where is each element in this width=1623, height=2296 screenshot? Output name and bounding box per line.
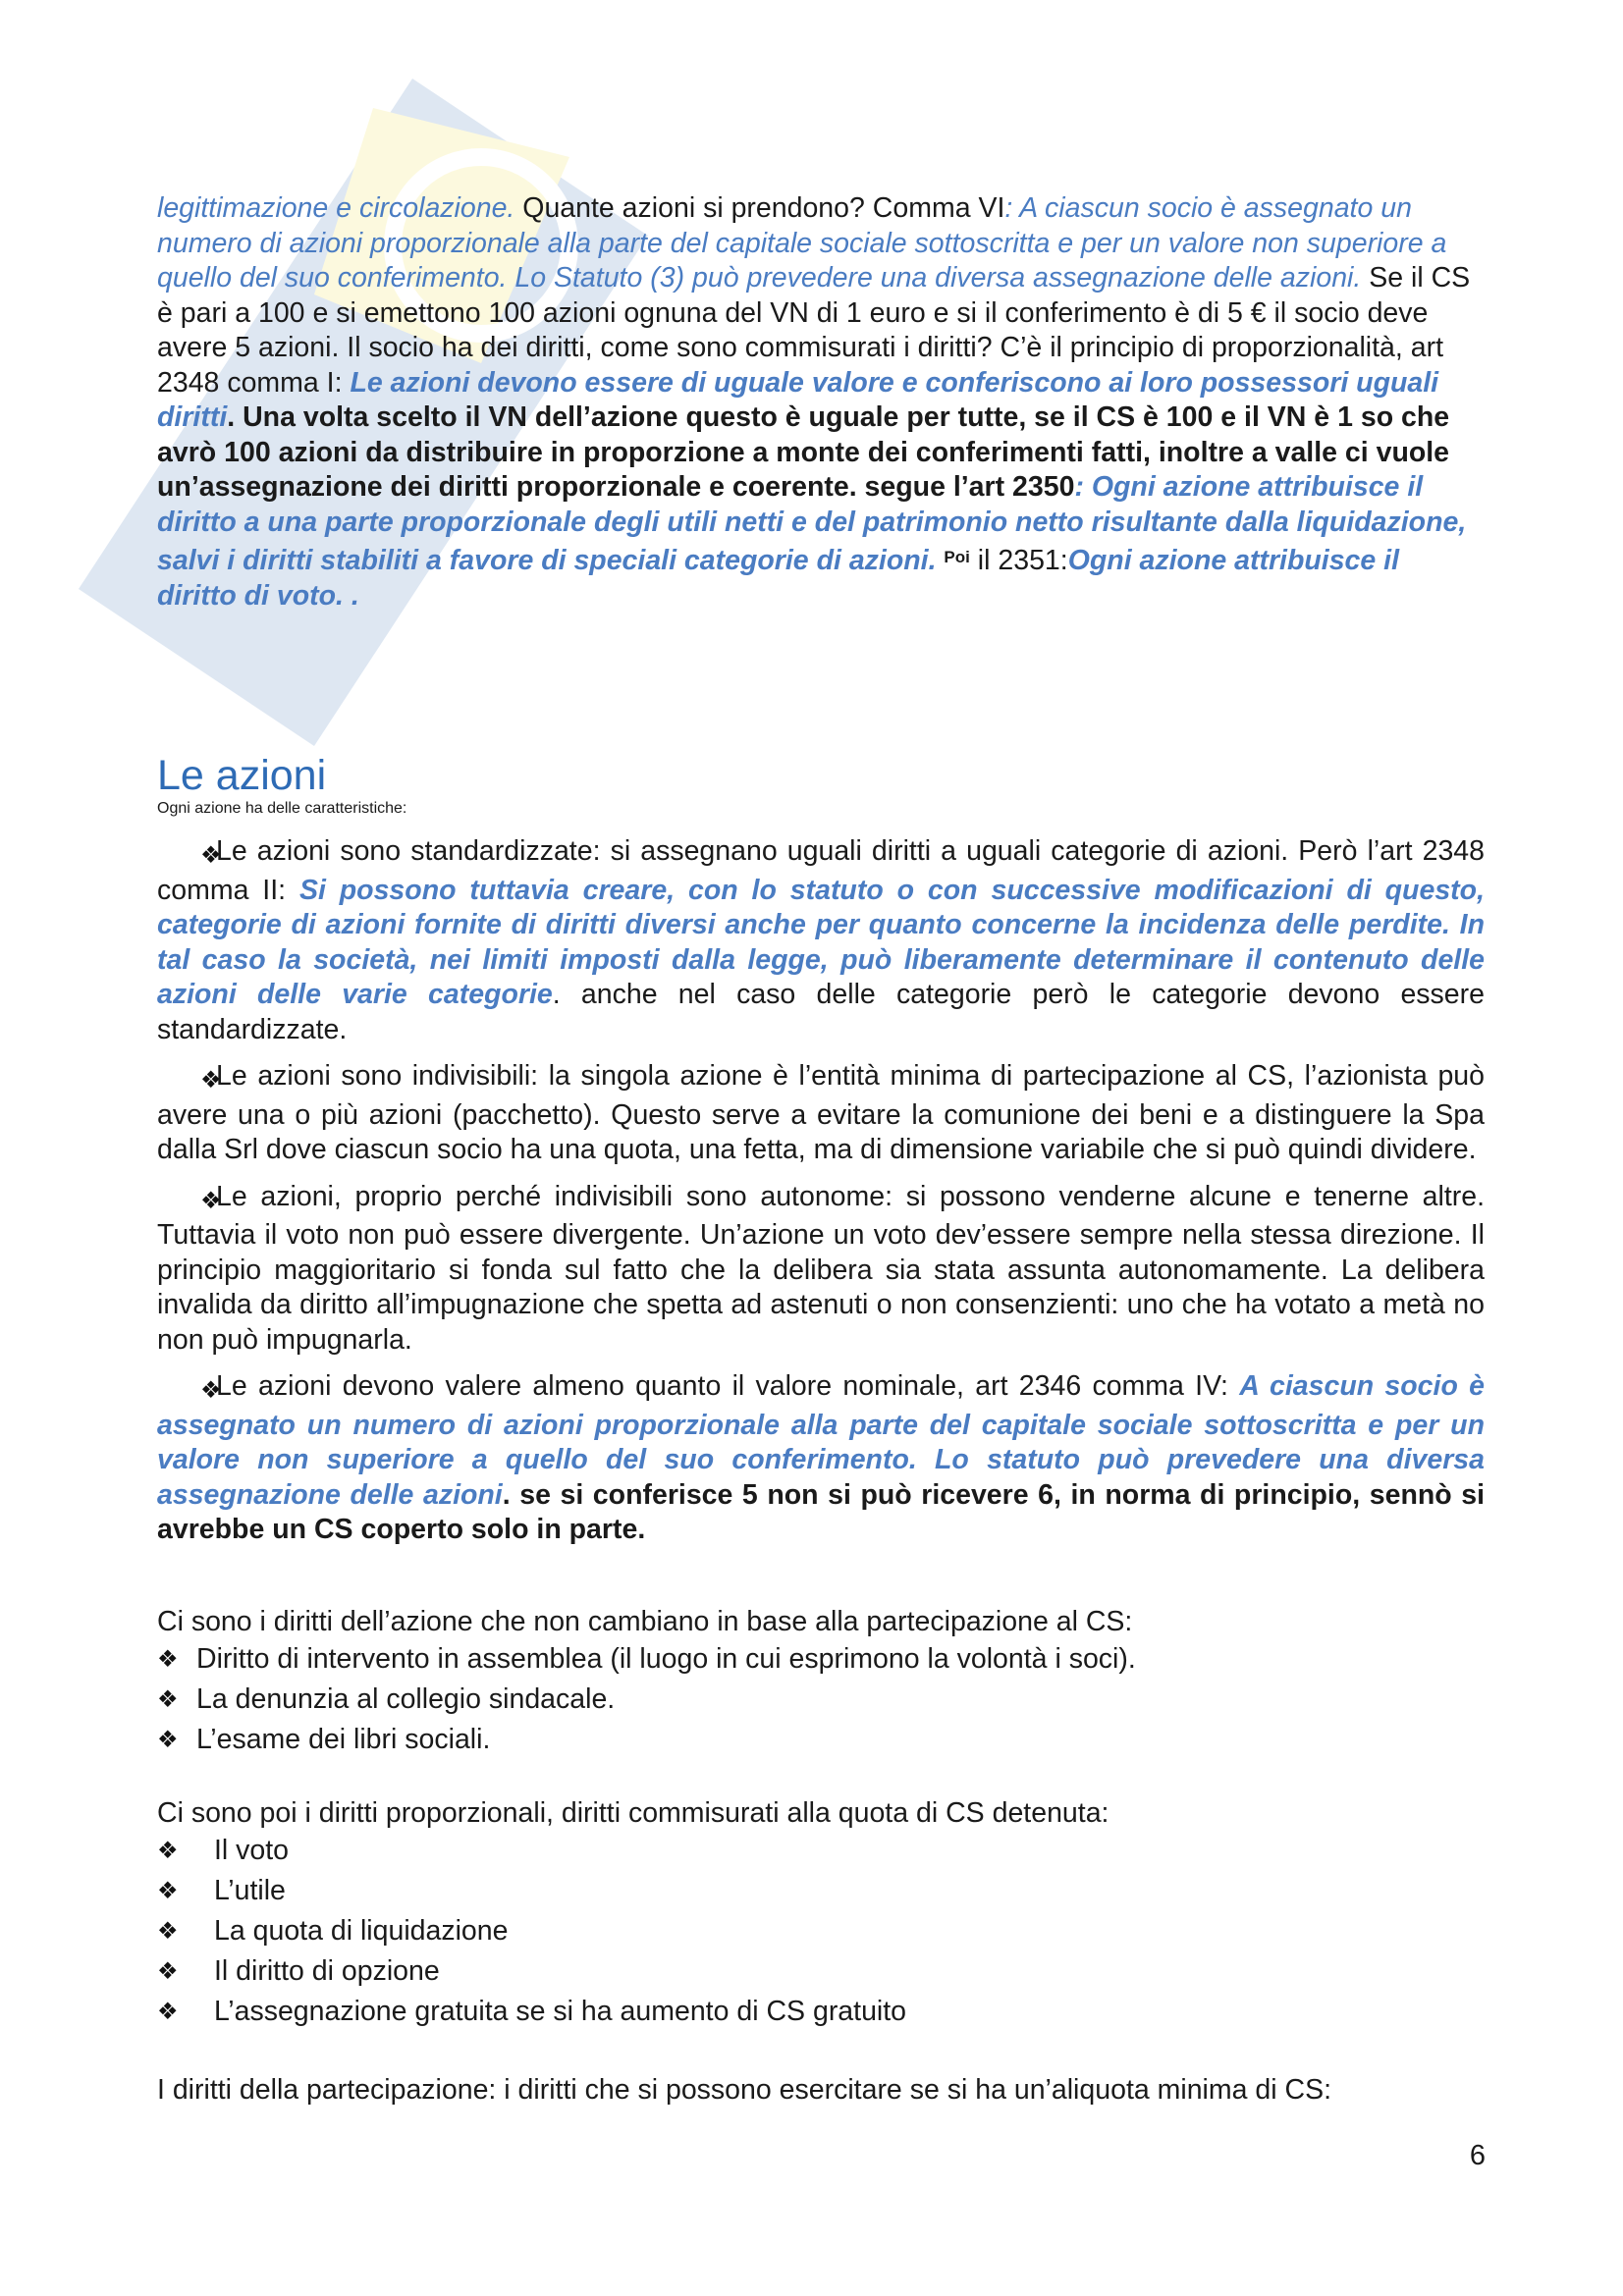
diamond-bullet-icon: ❖ — [157, 1878, 179, 1905]
superscript-poi: Poi — [944, 548, 970, 566]
list-item: ❖ Il voto — [157, 1832, 1485, 1872]
list-item: ❖ La denunzia al collegio sindacale. — [157, 1681, 1485, 1721]
quote-art-2346: A ciascun socio è assegnato un numero di azioni proporzionale alla parte del capitale sociale sottoscritta e per un valore non superiore a quello del suo conferimento. Lo statuto può prevedere una diversa assegnazione delle azioni — [157, 1370, 1485, 1511]
text-segment: Se il CS è pari a 100 e si emettono 100 azioni ognuna del VN di 1 euro e si il conferimento è di 5 € il socio deve avere 5 azioni. Il socio ha dei diritti, come sono commisurati i diritti? C’è il principio di proporzionalità, art 2348 comma I: — [157, 262, 1471, 399]
diamond-bullet-icon: ❖ — [200, 1187, 222, 1214]
list-item: ❖Le azioni sono indivisibili: la singola azione è l’entità minima di partecipazione al CS, l’azionista può avere una o più azioni (pacchetto). Questo serve a evitare la comunione dei beni e a distinguere la Spa dalla Srl dove ciascun socio ha una quota, una fetta, ma di dimensione variabile che si può quindi dividere. — [157, 1060, 1485, 1165]
diamond-bullet-icon: ❖ — [157, 1918, 179, 1946]
quote-art-2350: : Ogni azione attribuisce il diritto a una parte proporzionale degli utili netti e del patrimonio netto risultante dalla liquidazione, salvi i diritti stabiliti a favore di speciali categorie di azioni. — [157, 471, 1467, 576]
text-segment: . Una volta scelto il VN dell’azione questo è uguale per tutte, se il CS è 100 e il VN è 1 so che avrò 100 azioni da distribuire in proporzione a monte dei conferimenti fatti, inoltre a valle ci vuole un’assegnazione dei diritti proporzionale e coerente. segue l’art 2350 — [157, 401, 1450, 503]
diamond-bullet-icon: ❖ — [157, 1838, 179, 1865]
diamond-bullet-icon: ❖ — [157, 1999, 179, 2026]
diamond-bullet-icon: ❖ — [157, 1646, 179, 1674]
quote-legittimazione: legittimazione e circolazione. — [157, 192, 515, 224]
quote-art-2348: Le azioni devono essere di uguale valore e conferiscono ai loro possessori uguali diritti — [157, 366, 1439, 433]
diamond-bullet-icon: ❖ — [200, 1067, 222, 1094]
quote-comma-vi: : A ciascun socio è assegnato un numero di azioni proporzionale alla parte del capitale sociale sottoscritta e per un valore non superiore a quello del suo conferimento. Lo Statuto (3) può prevedere una diversa assegnazione delle azioni. — [157, 192, 1447, 294]
prop-rights-intro: Ci sono poi i diritti proporzionali, diritti commisurati alla quota di CS detenuta: — [157, 1797, 1109, 1829]
top-paragraph — [157, 191, 1485, 614]
diamond-bullet-icon: ❖ — [157, 1958, 179, 1986]
diamond-bullet-icon: ❖ — [157, 1727, 179, 1754]
fixed-rights-intro: Ci sono i diritti dell’azione che non cambiano in base alla partecipazione al CS: — [157, 1606, 1133, 1637]
quote-art-2351: Ogni azione attribuisce il diritto di voto. . — [157, 545, 1400, 612]
diamond-bullet-icon: ❖ — [157, 1686, 179, 1714]
characteristics-list — [157, 834, 1485, 1560]
text-segment: Quante azioni si prendono? Comma VI — [514, 192, 1005, 224]
list-item: ❖Le azioni sono standardizzate: si assegnano uguali diritti a uguali categorie di azioni. Però l’art 2348 comma II: Si possono tuttavia creare, con lo statuto o con successive modificazioni di questo, categorie di azioni fornite di diritti diversi anche per quanto concerne la incidenza delle perdite. In tal caso la società, nei limiti imposti dalla legge, può liberamente determinare il contenuto delle azioni delle varie categorie. anche nel caso delle categorie però le categorie devono essere standardizzate. — [157, 835, 1485, 1045]
list-item: ❖ L’utile — [157, 1872, 1485, 1912]
diamond-bullet-icon: ❖ — [200, 1377, 222, 1404]
list-item: ❖ L’esame dei libri sociali. — [157, 1721, 1485, 1761]
section-intro: Ogni azione ha delle caratteristiche: — [157, 800, 407, 817]
text-segment: il 2351: — [969, 545, 1068, 576]
list-item: ❖ La quota di liquidazione — [157, 1912, 1485, 1952]
page-number: 6 — [1469, 2140, 1486, 2171]
fixed-rights-section — [157, 1605, 1485, 1761]
quote-art-2348-ii: Si possono tuttavia creare, con lo statuto o con successive modificazioni di questo, categorie di azioni fornite di diritti diversi anche per quanto concerne la incidenza delle perdite. In tal caso la società, nei limiti imposti dalla legge, può liberamente determinare il contenuto delle azioni delle varie categorie — [157, 874, 1485, 1010]
list-item: ❖ Il diritto di opzione — [157, 1952, 1485, 1993]
list-item: ❖Le azioni, proprio perché indivisibili sono autonome: si possono venderne alcune e tenerne altre. Tuttavia il voto non può essere divergente. Un’azione un voto dev’essere sempre nella stessa direzione. Il principio maggioritario si fonda sul fatto che la delibera sia stata assunta autonomamente. La delibera invalida da diritto all’impugnazione che spetta ad astenuti o non consenzienti: uno che ha votato a metà no non può impugnarla. — [157, 1180, 1485, 1356]
list-item: ❖ L’assegnazione gratuita se si ha aumento di CS gratuito — [157, 1993, 1485, 2033]
prop-rights-section — [157, 1796, 1485, 2033]
list-item: ❖ Diritto di intervento in assemblea (il luogo in cui esprimono la volontà i soci). — [157, 1640, 1485, 1681]
participation-intro: I diritti della partecipazione: i diritti che si possono esercitare se si ha un’aliquota minima di CS: — [157, 2074, 1331, 2106]
list-item: ❖Le azioni devono valere almeno quanto il valore nominale, art 2346 comma IV: A ciascun socio è assegnato un numero di azioni proporzionale alla parte del capitale sociale sottoscritta e per un valore non superiore a quello del suo conferimento. Lo statuto può prevedere una diversa assegnazione delle azioni. se si conferisce 5 non si può ricevere 6, in norma di principio, sennò si avrebbe un CS coperto solo in parte. — [157, 1370, 1485, 1545]
diamond-bullet-icon: ❖ — [200, 842, 222, 869]
section-heading: Le azioni — [157, 752, 327, 799]
